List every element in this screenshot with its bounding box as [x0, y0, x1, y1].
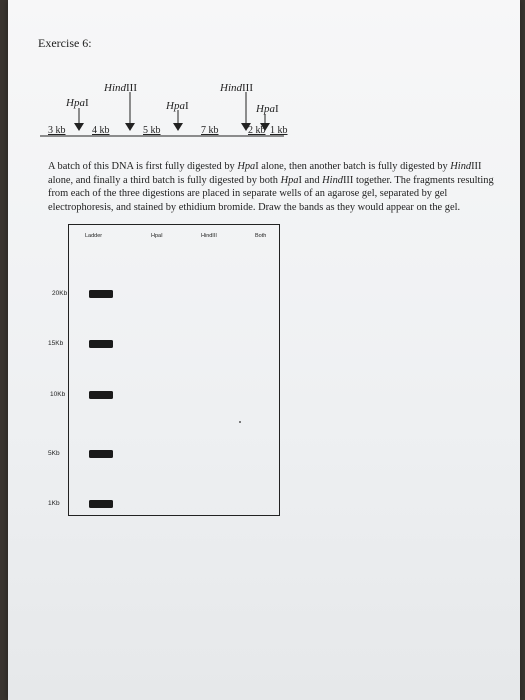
size-label-1kb: 1Kb [48, 500, 60, 507]
lane-header-both: Both [255, 233, 267, 239]
worksheet-page [8, 0, 520, 700]
question-paragraph: A batch of this DNA is first fully digested by HpaI alone, then another batch is fully digested by HindIII alone, and finally a third batch is fully digested by both HpaI and HindIII together. The fragments resulting from each of the three digestions are placed in separate wells of an agarose gel, separated by gel electrophoresis, and stained by ethidium bromide. Draw the bands as they would appear on the gel. [48, 161, 494, 213]
ladder-band-5kb [89, 450, 113, 458]
restriction-map [8, 0, 520, 150]
size-label-5kb: 5Kb [48, 450, 60, 457]
hpai-site-1-arrow [74, 123, 84, 131]
ladder-band-1kb [89, 500, 113, 508]
hindiii-label-2: HindIII [220, 82, 253, 94]
lane-header-ladder: Ladder [85, 233, 103, 239]
segment-label: 7 kb [201, 125, 219, 136]
size-label-20kb: 20Kb [52, 290, 68, 297]
hindiii-site-1-arrow [125, 123, 135, 131]
size-label-15kb: 15Kb [48, 340, 64, 347]
size-label-10kb: 10Kb [50, 391, 66, 398]
ladder-band-20kb [89, 290, 113, 298]
ladder-band-10kb [89, 391, 113, 399]
hpai-label-1: HpaI [66, 97, 89, 109]
ladder-band-15kb [89, 340, 113, 348]
segment-label: 4 kb [92, 125, 110, 136]
exercise-title: Exercise 6: [38, 36, 92, 50]
gel-diagram [68, 224, 280, 516]
gel-speck [239, 421, 241, 423]
segment-label: 3 kb [48, 125, 66, 136]
hpai-site-2-arrow [173, 123, 183, 131]
segment-label: 2 kb [248, 125, 266, 136]
lane-header-hpai: HpaI [151, 233, 163, 239]
lane-header-hindiii: HindIII [201, 233, 217, 239]
hpai-label-2: HpaI [166, 100, 189, 112]
hindiii-label-1: HindIII [104, 82, 137, 94]
segment-label: 1 kb [270, 125, 288, 136]
hpai-label-3: HpaI [256, 103, 279, 115]
segment-label: 5 kb [143, 125, 161, 136]
